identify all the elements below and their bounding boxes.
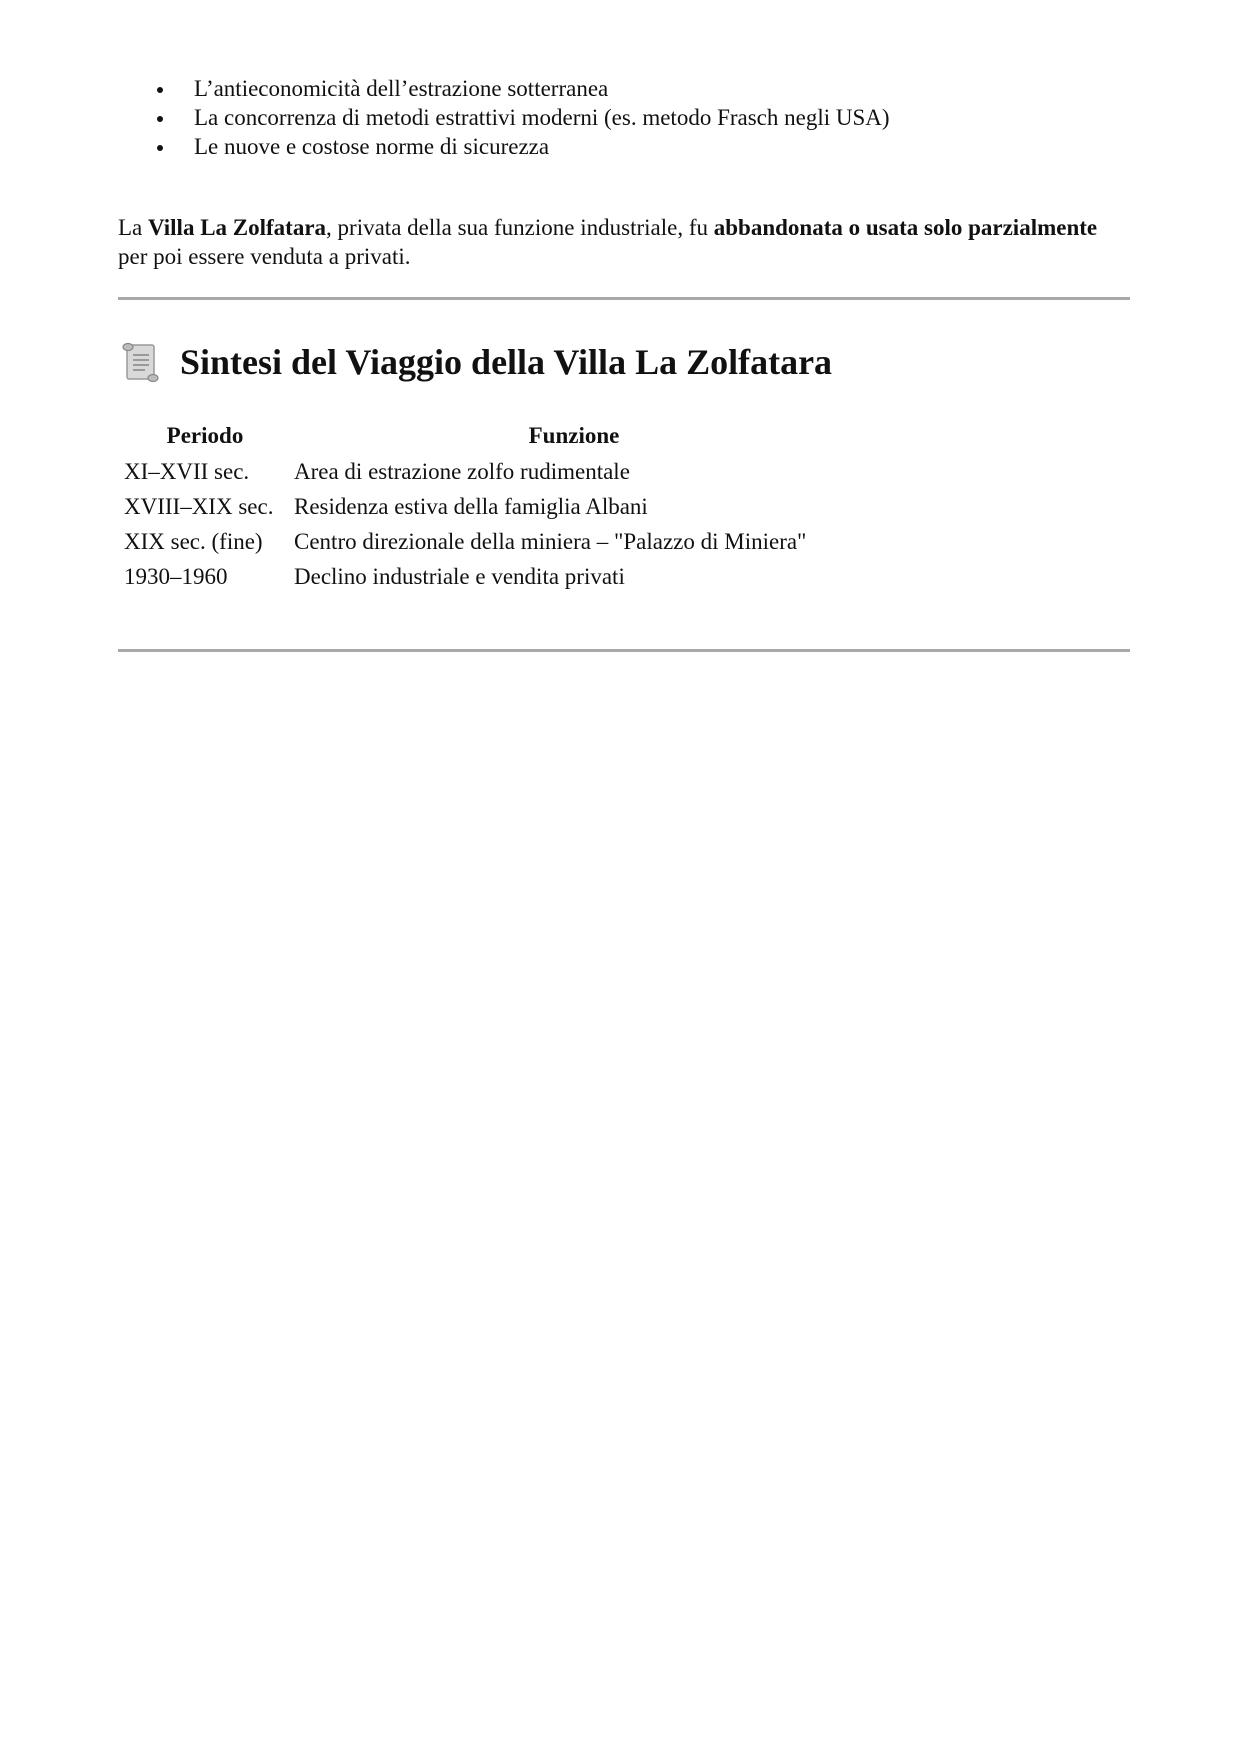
section-title: Sintesi del Viaggio della Villa La Zolfatara	[180, 342, 833, 382]
paragraph-bold-text: Villa La Zolfatara	[148, 215, 327, 240]
table-cell-function: Centro direzionale della miniera – "Palazzo di Miniera"	[294, 528, 807, 554]
table-cell-period: XI–XVII sec.	[124, 458, 250, 484]
paragraph-bold-text: abbandonata o usata solo parzialmente	[713, 215, 1098, 240]
table-cell-period: XIX sec. (fine)	[124, 528, 263, 554]
list-item-text: L’antieconomicità dell’estrazione sotterranea	[194, 76, 609, 101]
bullet-icon	[157, 116, 163, 122]
table-cell-function: Declino industriale e vendita privati	[294, 563, 625, 589]
body-paragraph	[118, 213, 1118, 271]
list-item-text: La concorrenza di metodi estrattivi moderni (es. metodo Frasch negli USA)	[194, 105, 890, 130]
table-cell-function: Residenza estiva della famiglia Albani	[294, 493, 648, 519]
list-item	[154, 103, 890, 132]
paragraph-text: , privata della sua funzione industriale, fu	[326, 215, 714, 240]
table-cell-period: XVIII–XIX sec.	[124, 493, 274, 519]
list-item-text: Le nuove e costose norme di sicurezza	[194, 134, 550, 159]
bullet-icon	[157, 87, 163, 93]
list-item	[154, 74, 890, 103]
scroll-icon	[118, 340, 162, 384]
summary-table	[120, 418, 858, 594]
table-row	[120, 524, 858, 559]
list-item	[154, 132, 890, 161]
bullet-icon	[157, 145, 163, 151]
bullet-list	[154, 74, 890, 161]
section-heading	[118, 340, 832, 384]
table-row	[120, 454, 858, 489]
paragraph-text: per poi essere venduta a privati.	[118, 244, 411, 269]
horizontal-rule	[118, 297, 1130, 300]
table-row	[120, 489, 858, 524]
horizontal-rule	[118, 649, 1130, 652]
column-header-periodo: Periodo	[166, 423, 244, 448]
table-cell-period: 1930–1960	[124, 563, 228, 589]
table-cell-function: Area di estrazione zolfo rudimentale	[294, 458, 630, 484]
column-header-funzione: Funzione	[528, 423, 620, 448]
table-header-row	[120, 418, 858, 454]
paragraph-text: La	[118, 215, 149, 240]
table-row	[120, 559, 858, 594]
